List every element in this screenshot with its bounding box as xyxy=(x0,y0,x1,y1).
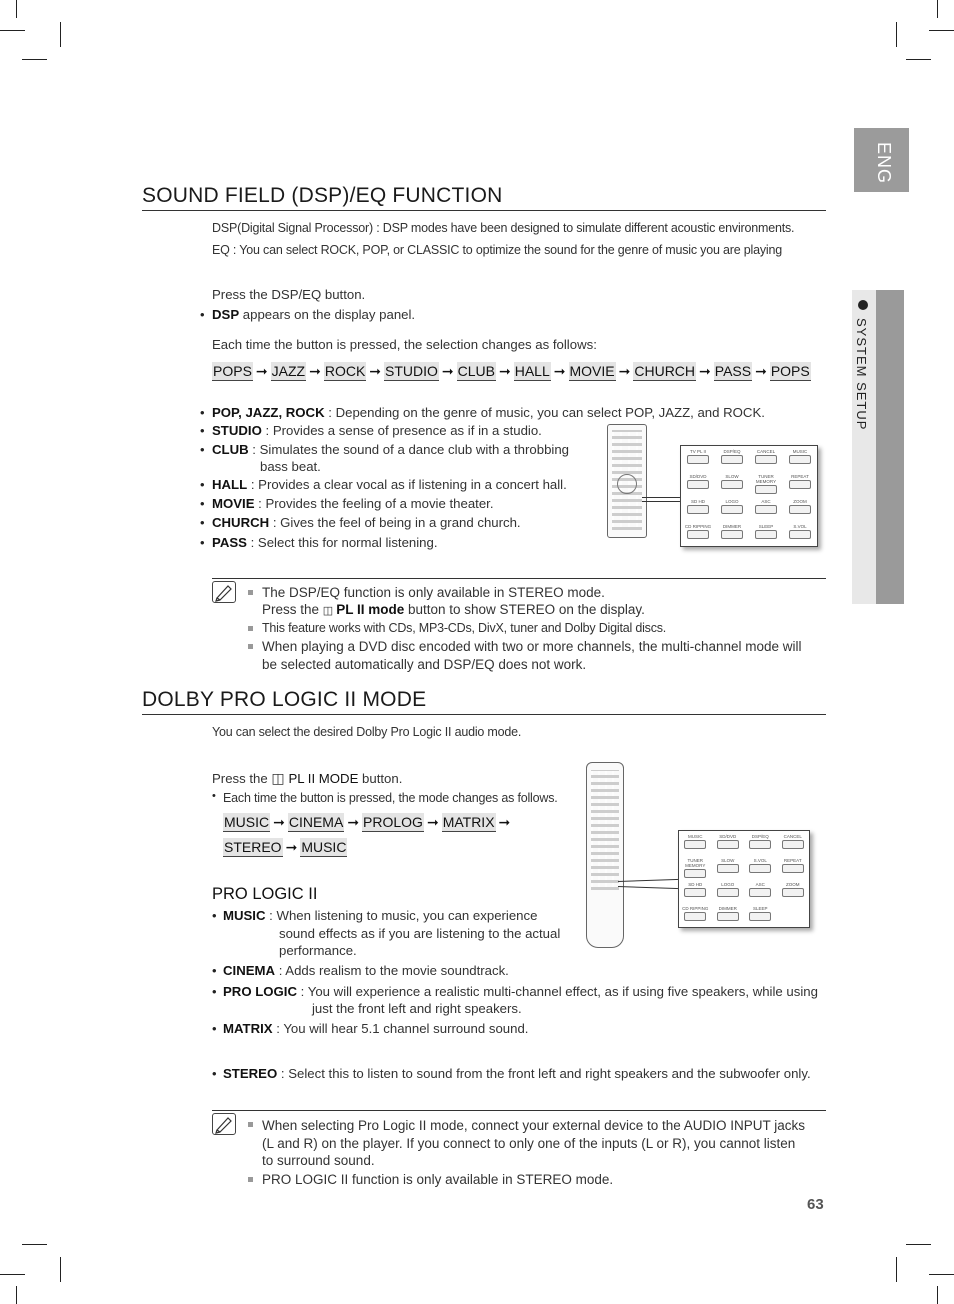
note-bullet-icon xyxy=(248,626,253,631)
mode-item xyxy=(212,423,542,438)
arrow-icon: ➞ xyxy=(699,363,711,379)
remote-button-cap xyxy=(755,505,777,514)
pencil-icon xyxy=(213,1114,235,1134)
section-bullet-icon xyxy=(858,300,868,310)
arrow-icon: ➞ xyxy=(285,839,298,855)
dsp-label: DSP xyxy=(212,307,240,322)
arrow-icon: ➞ xyxy=(618,363,631,379)
remote-button-cap xyxy=(687,505,709,514)
crop-mark xyxy=(937,1286,938,1304)
mode-name: PRO LOGIC xyxy=(223,984,297,999)
each-press-line: Each time the button is pressed, the selection changes as follows: xyxy=(212,337,597,352)
mode-desc: : Select this to listen to sound from the front left and right speakers and the subwoofer only. xyxy=(277,1066,811,1081)
arrow-icon: ➞ xyxy=(309,363,321,379)
note-bullet-icon xyxy=(248,1177,253,1182)
arrow-icon: ➞ xyxy=(273,814,285,830)
section-title: DOLBY PRO LOGIC II MODE xyxy=(142,688,826,715)
mode-item xyxy=(212,496,493,511)
remote-button xyxy=(684,524,712,539)
note-icon xyxy=(212,1113,236,1135)
remote-button-cap xyxy=(684,869,706,878)
remote-button-cap xyxy=(782,840,804,849)
remote-button xyxy=(715,882,742,897)
remote-button xyxy=(747,906,774,921)
remote-button-cap xyxy=(721,455,743,464)
remote-button-label: SLOW xyxy=(725,474,739,479)
seq-item: CHURCH xyxy=(634,363,696,379)
mode-name: CHURCH xyxy=(212,515,270,530)
remote-button xyxy=(752,524,780,539)
remote-button-cap xyxy=(721,480,743,489)
remote-button-label: S.VOL xyxy=(753,858,767,863)
crop-mark xyxy=(906,1244,931,1245)
section-label: SYSTEM SETUP xyxy=(854,318,869,431)
remote-button-cap xyxy=(717,912,739,921)
seq-item: MATRIX xyxy=(442,814,495,830)
mode-item xyxy=(223,1066,811,1081)
remote-button-cap xyxy=(721,530,743,539)
remote-zoom xyxy=(678,830,810,928)
mode-desc-cont: sound effects as if you are listening to the actual xyxy=(279,926,561,941)
mode-desc: : You will experience a realistic multi-channel effect, as if using five speakers, while using xyxy=(297,984,818,999)
section-tab-dark xyxy=(876,290,904,604)
remote-button-cap xyxy=(684,888,706,897)
remote-button xyxy=(682,882,709,897)
remote-button-label: TUNER MEMORY xyxy=(685,858,706,868)
dolby-icon: ◫ xyxy=(271,770,289,786)
lang-label: ENG xyxy=(874,142,894,185)
note-bullet-icon xyxy=(248,1122,253,1127)
note-text: to surround sound. xyxy=(262,1153,375,1168)
seq-item: STUDIO xyxy=(385,363,438,379)
remote-button-cap xyxy=(749,912,771,921)
bullet-icon: • xyxy=(212,1066,217,1081)
remote-button-cap xyxy=(717,888,739,897)
mode-item xyxy=(212,535,438,550)
remote-button-label: SD/DVD xyxy=(689,474,707,479)
remote-button xyxy=(715,834,742,849)
note-post: button to show STEREO on the display. xyxy=(404,602,645,617)
dpad-icon xyxy=(617,474,637,494)
remote-button-label: SD/DVD xyxy=(719,834,737,839)
remote-button-label: ZOOM xyxy=(793,499,807,504)
intro-dolby: You can select the desired Dolby Pro Logic II audio mode. xyxy=(212,725,522,739)
zoom-button-grid xyxy=(679,831,809,927)
remote-button xyxy=(718,499,746,514)
remote-button-cap xyxy=(687,480,709,489)
remote-button-label: S.VOL xyxy=(793,524,807,529)
mode-desc: : Provides the feeling of a movie theater. xyxy=(254,496,494,511)
seq-item: PROLOG xyxy=(363,814,423,830)
press-button: PL II MODE xyxy=(288,771,359,786)
remote-button xyxy=(786,449,814,464)
dsp-desc: appears on the display panel. xyxy=(239,307,416,322)
seq-item: MUSIC xyxy=(224,814,270,830)
mode-item xyxy=(223,984,818,999)
remote-button xyxy=(718,524,746,539)
remote-button-label: SLOW xyxy=(721,858,735,863)
seq-item: MOVIE xyxy=(569,363,615,379)
remote-button xyxy=(780,858,807,873)
remote-button xyxy=(715,858,742,873)
remote-button-cap xyxy=(789,530,811,539)
mode-item xyxy=(223,908,537,923)
pencil-icon xyxy=(213,582,235,602)
crop-mark xyxy=(22,1244,47,1245)
mode-desc-cont: just the front left and right speakers. xyxy=(312,1001,522,1016)
remote-button xyxy=(684,474,712,489)
remote-button xyxy=(684,449,712,464)
crop-mark xyxy=(906,59,931,60)
mode-desc: : Simulates the sound of a dance club with a throbbing xyxy=(248,442,570,457)
seq-item: CINEMA xyxy=(288,814,344,830)
bullet-icon: • xyxy=(200,477,205,492)
mode-item xyxy=(212,442,569,457)
remote-button-label: SLEEP xyxy=(758,524,774,529)
seq-item: MUSIC xyxy=(301,839,347,855)
remote-button-label: TUNER MEMORY xyxy=(755,474,777,484)
remote-button xyxy=(747,882,774,897)
note-text: The DSP/EQ function is only available in STEREO mode. xyxy=(262,585,605,600)
note-button: PL II mode xyxy=(336,602,405,617)
note-rule xyxy=(212,1110,826,1111)
remote-button xyxy=(786,474,814,489)
remote-button-label: SD HD xyxy=(688,882,703,887)
crop-mark xyxy=(929,1274,954,1275)
mode-item xyxy=(212,477,567,492)
mode-desc: : Provides a sense of presence as if in a studio. xyxy=(261,423,542,438)
remote-button-cap xyxy=(684,912,706,921)
callout-line xyxy=(618,886,680,889)
crop-mark xyxy=(60,22,61,47)
press-instruction xyxy=(212,770,402,787)
mode-desc: : When listening to music, you can experience xyxy=(265,908,538,923)
remote-button xyxy=(786,524,814,539)
remote-button-cap xyxy=(789,480,811,489)
remote-button xyxy=(786,499,814,514)
remote-button xyxy=(747,858,774,873)
remote-button xyxy=(718,474,746,489)
mode-item xyxy=(223,963,509,978)
remote-button-cap xyxy=(782,864,804,873)
remote-button-cap xyxy=(721,505,743,514)
intro-dsp: DSP(Digital Signal Processor) : DSP modes have been designed to simulate different acoustic environments. xyxy=(212,221,795,235)
remote-button-label: DIMMER xyxy=(722,524,742,529)
crop-mark xyxy=(937,0,938,18)
remote-button-label: ZOOM xyxy=(786,882,800,887)
remote-illustration xyxy=(604,424,818,540)
remote-button-cap xyxy=(684,840,706,849)
note-rule xyxy=(212,578,826,579)
mode-desc: : Provides a clear vocal as if listening in a concert hall. xyxy=(247,477,567,492)
remote-button-cap xyxy=(687,530,709,539)
remote-button-label: LOGO xyxy=(721,882,735,887)
mode-name: MATRIX xyxy=(223,1021,273,1036)
press-instruction: Press the DSP/EQ button. xyxy=(212,287,366,302)
seq-item: JAZZ xyxy=(271,363,306,379)
arrow-icon: ➞ xyxy=(755,363,767,379)
crop-mark xyxy=(896,22,897,47)
section-title: SOUND FIELD (DSP)/EQ FUNCTION xyxy=(142,184,826,211)
seq-item: CLUB xyxy=(457,363,495,379)
mode-name: HALL xyxy=(212,477,248,492)
remote-button xyxy=(682,834,709,849)
note-text: When selecting Pro Logic II mode, connect your external device to the AUDIO INPUT jacks xyxy=(262,1118,806,1133)
mode-item xyxy=(212,405,765,420)
note-icon xyxy=(212,581,236,603)
remote-button-cap xyxy=(789,455,811,464)
crop-mark xyxy=(929,30,954,31)
arrow-icon: ➞ xyxy=(347,814,360,830)
bullet-icon: • xyxy=(200,307,205,322)
dsp-display-line xyxy=(212,307,415,322)
note-bullet-icon xyxy=(248,644,253,649)
mode-name: PASS xyxy=(212,535,247,550)
note-text: This feature works with CDs, MP3-CDs, DivX, tuner and Dolby Digital discs. xyxy=(262,621,667,635)
intro-eq: EQ : You can select ROCK, POP, or CLASSIC to optimize the sound for the genre of music you are playing xyxy=(212,243,782,257)
mode-item xyxy=(223,1021,528,1036)
remote-button xyxy=(780,882,807,897)
remote-button-label: DSP/EQ xyxy=(751,834,769,839)
note-text xyxy=(262,602,645,617)
page-number: 63 xyxy=(807,1196,824,1213)
remote-button xyxy=(747,834,774,849)
remote-button-cap xyxy=(782,888,804,897)
crop-mark xyxy=(0,30,25,31)
seq-item: POPS xyxy=(770,363,810,379)
arrow-icon: ➞ xyxy=(369,363,382,379)
mode-desc: : Adds realism to the movie soundtrack. xyxy=(275,963,509,978)
mode-name: STUDIO xyxy=(212,423,262,438)
mode-name: POP, JAZZ, ROCK xyxy=(212,405,325,420)
remote-button-cap xyxy=(755,455,777,464)
arrow-icon: ➞ xyxy=(499,363,511,379)
mode-desc-cont: performance. xyxy=(279,943,357,958)
press-post: button. xyxy=(358,771,403,786)
remote-button xyxy=(715,906,742,921)
remote-button-cap xyxy=(717,840,739,849)
subtitle: PRO LOGIC II xyxy=(212,885,318,903)
zoom-button-grid xyxy=(681,446,817,546)
remote-button-label: DSP/EQ xyxy=(723,449,741,454)
arrow-icon: ➞ xyxy=(441,363,454,379)
mode-name: MUSIC xyxy=(223,908,266,923)
remote-button-cap xyxy=(687,455,709,464)
mode-name: CINEMA xyxy=(223,963,276,978)
remote-button-cap xyxy=(755,485,777,494)
remote-button-label: CD RIPPING xyxy=(682,906,709,911)
bullet-icon: • xyxy=(212,1021,217,1036)
bullet-icon: • xyxy=(200,442,205,457)
crop-mark xyxy=(896,1257,897,1282)
remote-button-cap xyxy=(717,864,739,873)
pl2-sequence-line2 xyxy=(223,839,347,856)
remote-button-label: SLEEP xyxy=(752,906,768,911)
remote-button xyxy=(682,858,709,878)
crop-mark xyxy=(22,59,47,60)
remote-illustration xyxy=(584,760,812,950)
bullet-icon: • xyxy=(200,496,205,511)
crop-mark xyxy=(16,0,17,18)
arrow-icon: ➞ xyxy=(426,814,439,830)
remote-button-label: ASC xyxy=(761,499,771,504)
bullet-icon: • xyxy=(212,984,217,999)
seq-item: HALL xyxy=(514,363,550,379)
remote-button-label: CANCEL xyxy=(756,449,776,454)
note-text: PRO LOGIC II function is only available in STEREO mode. xyxy=(262,1172,614,1187)
arrow-icon: ➞ xyxy=(553,363,566,379)
remote-button-cap xyxy=(749,840,771,849)
remote-button-label: TV PL II xyxy=(689,449,707,454)
remote-button xyxy=(682,906,709,921)
remote-button-grid xyxy=(591,770,619,890)
remote-button xyxy=(752,474,780,494)
seq-item: ROCK xyxy=(324,363,366,379)
remote-button xyxy=(718,449,746,464)
mode-name: STEREO xyxy=(223,1066,278,1081)
each-press-line: Each time the button is pressed, the mode changes as follows. xyxy=(223,791,558,805)
note-press: Press the xyxy=(262,602,323,617)
mode-item xyxy=(212,515,521,530)
bullet-icon: • xyxy=(200,423,205,438)
mode-desc: : Gives the feel of being in a grand church. xyxy=(269,515,521,530)
remote-button-cap xyxy=(789,505,811,514)
dsp-sequence xyxy=(212,363,811,380)
bullet-icon: • xyxy=(212,908,217,923)
bullet-icon: • xyxy=(212,790,216,802)
remote-button xyxy=(752,499,780,514)
seq-item: POPS xyxy=(213,363,252,379)
remote-button-label: CANCEL xyxy=(783,834,802,839)
remote-button-label: CD RIPPING xyxy=(684,524,712,529)
mode-name: CLUB xyxy=(212,442,249,457)
remote-button-cap xyxy=(749,888,771,897)
bullet-icon: • xyxy=(200,535,205,550)
seq-item: STEREO xyxy=(224,839,282,855)
arrow-icon: ➞ xyxy=(255,363,268,379)
crop-mark xyxy=(16,1286,17,1304)
mode-desc: : Depending on the genre of music, you can select POP, JAZZ, and ROCK. xyxy=(324,405,765,420)
remote-button-cap xyxy=(749,864,771,873)
remote-button xyxy=(684,499,712,514)
pl2-sequence-line1 xyxy=(223,814,513,831)
dolby-icon: ◫ xyxy=(322,605,337,617)
mode-desc-cont: bass beat. xyxy=(260,459,321,474)
remote-button xyxy=(780,834,807,849)
mode-desc: : You will hear 5.1 channel surround sound. xyxy=(272,1021,529,1036)
remote-button-label: LOGO xyxy=(725,499,739,504)
remote-button xyxy=(752,449,780,464)
crop-mark xyxy=(60,1257,61,1282)
note-text: When playing a DVD disc encoded with two or more channels, the multi-channel mode will xyxy=(262,639,802,654)
note-text: be selected automatically and DSP/EQ does not work. xyxy=(262,657,587,672)
remote-button-label: REPEAT xyxy=(783,858,802,863)
mode-desc: : Select this for normal listening. xyxy=(246,535,438,550)
remote-button-label: ASC xyxy=(755,882,765,887)
remote-button-label: SD HD xyxy=(690,499,705,504)
crop-mark xyxy=(0,1274,25,1275)
remote-button-label: MUSIC xyxy=(792,449,808,454)
remote-button-label: REPEAT xyxy=(791,474,809,479)
arrow-icon: ➞ xyxy=(498,814,511,830)
seq-item: PASS xyxy=(714,363,752,379)
remote-button-label: DIMMER xyxy=(718,906,737,911)
note-text: (L and R) on the player. If you connect to only one of the inputs (L or R), you cannot listen xyxy=(262,1136,796,1151)
lang-tab xyxy=(854,128,909,192)
bullet-icon: • xyxy=(200,515,205,530)
remote-zoom xyxy=(680,445,818,547)
bullet-icon: • xyxy=(212,963,217,978)
remote-button-label: MUSIC xyxy=(688,834,703,839)
bullet-icon: • xyxy=(200,405,205,420)
note-bullet-icon xyxy=(248,590,253,595)
press-pre: Press the xyxy=(212,771,272,786)
callout-line xyxy=(618,879,680,882)
remote-button-cap xyxy=(755,530,777,539)
mode-name: MOVIE xyxy=(212,496,255,511)
